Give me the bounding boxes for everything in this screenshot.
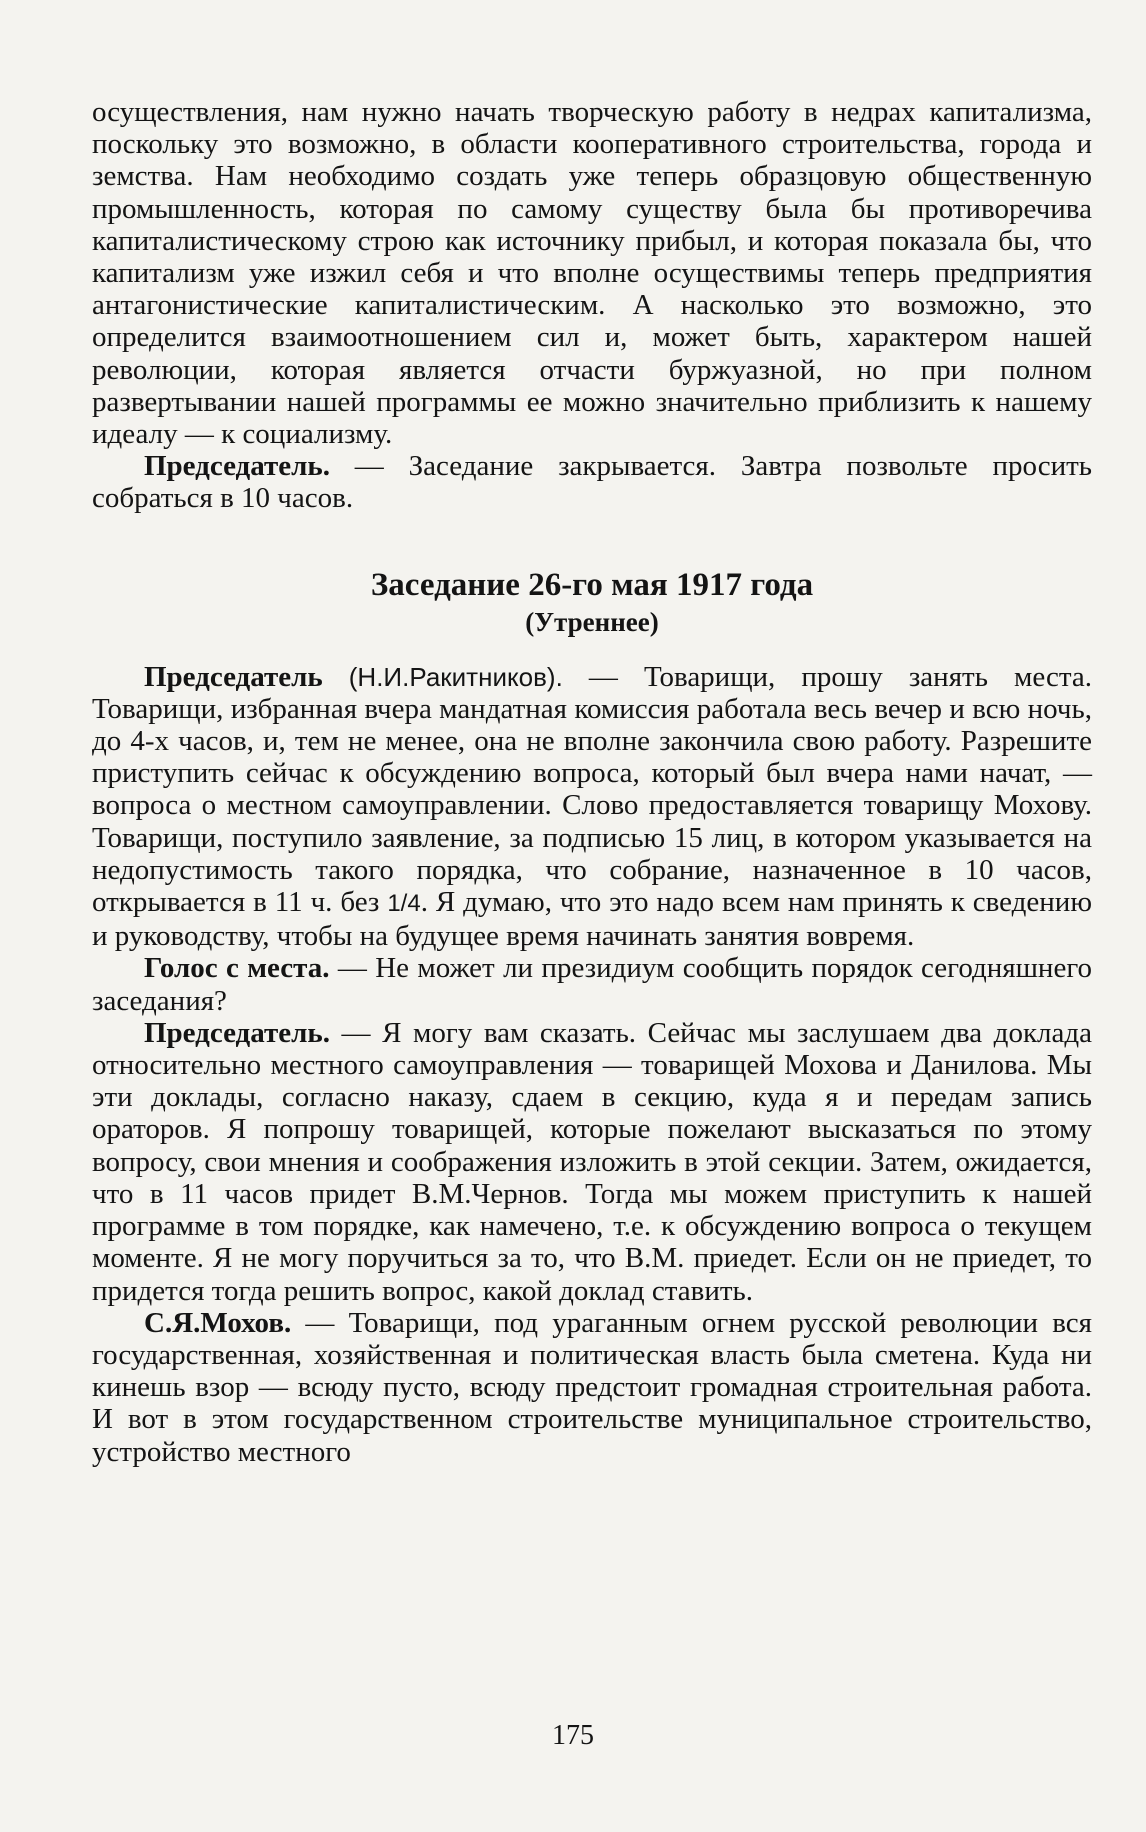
speaker-identity: (Н.И.Ракитников). <box>322 661 589 692</box>
paragraph-text: — Я могу вам сказать. Сейчас мы заслушаем два доклада относительно местного самоуправления — товарищей Мохова и Данилова. Мы эти доклады, согласно наказу, сдаем в секцию, куда я и передам запись ораторов. Я попрошу товарищей, которые пожелают высказаться по этому вопросу, свои мнения и соображения изложить в этой секции. Затем, ожидается, что в 11 часов придет В.М.Чернов. Тогда мы можем приступить к нашей программе в том порядке, как намечено, т.е. к обсуждению вопроса о текущем моменте. Я не могу поручиться за то, что В.М. приедет. Если он не приедет, то придется тогда решить вопрос, какой доклад ставить. <box>92 1016 1092 1307</box>
paragraph-text: — Товарищи, под ураганным огнем русской революции вся государственная, хозяйственная и политическая власть была сметена. Куда ни кинешь взор — всюду пусто, всюду предстоит громадная строительная работа. И вот в этом государственном строительстве муниципальное строительство, устройство местного <box>92 1306 1092 1468</box>
paragraph-continuation <box>92 96 1092 450</box>
section-subtitle: (Утреннее) <box>525 606 659 637</box>
section-title: Заседание 26-го мая 1917 года <box>370 566 814 603</box>
speaker-name: Председатель <box>144 660 323 693</box>
paragraph-text: . Я думаю, что это надо всем нам принять к сведению и руководству, чтобы на будущее время начинать занятия вовремя. <box>92 886 1092 953</box>
paragraph-text: осуществления, нам нужно начать творческую работу в недрах капитализма, поскольку это возможно, в области кооперативного строительства, города и земства. Нам необходимо создать уже теперь образцовую общественную промышленность, которая по самому существу была бы противоречива капиталистическому строю как источнику прибыл, и которая показала бы, что капитализм уже изжил себя и что вполне осуществимы теперь предприятия антагонистические капиталистическим. А насколько это возможно, это определится взаимоотношением сил и, может быть, характером нашей революции, которая является отчасти буржуазной, но при полном развертывании нашей программы ее можно значительно приблизить к нашему идеалу — к социализму. <box>92 96 1092 451</box>
speaker-name: Голос с места. <box>144 952 330 985</box>
spacer <box>92 515 1092 565</box>
paragraph-text: — Товарищи, прошу занять места. Товарищи, избранная вчера мандатная комиссия работала весь вечер и всю ночь, до 4-х часов, и, тем не менее, она не вполне закончила свою работу. Разрешите приступить сейчас к обсуждению вопроса, который был вчера нами начат, — вопроса о местном самоуправлении. Слово предоставляется товарищу Мохову. Товарищи, поступило заявление, за подписью 15 лиц, в котором указывается на недопустимость такого порядка, что собрание, назначенное в 10 часов, открывается в 11 ч. без <box>92 660 1092 919</box>
spacer <box>92 639 1092 661</box>
page-number: 175 <box>552 1720 594 1751</box>
paragraph-mokhov <box>92 1307 1092 1468</box>
paragraph-voice <box>92 952 1092 1016</box>
paragraph-text: — Не может ли президиум сообщить порядок сегодняшнего заседания? <box>92 952 1092 1017</box>
speaker-name: Председатель. <box>144 1016 330 1049</box>
paragraph-chairman-opening <box>92 661 1092 953</box>
paragraph-text: — Заседание закрывается. Завтра позвольте просить собраться в 10 часов. <box>92 450 1092 515</box>
paragraph-chairman-agenda <box>92 1017 1092 1307</box>
page-body <box>92 96 1092 1468</box>
fraction: 1/4 <box>387 890 421 918</box>
paragraph-chairman-closing <box>92 450 1092 514</box>
speaker-name: С.Я.Мохов. <box>144 1306 292 1339</box>
speaker-name: Председатель. <box>144 450 330 483</box>
